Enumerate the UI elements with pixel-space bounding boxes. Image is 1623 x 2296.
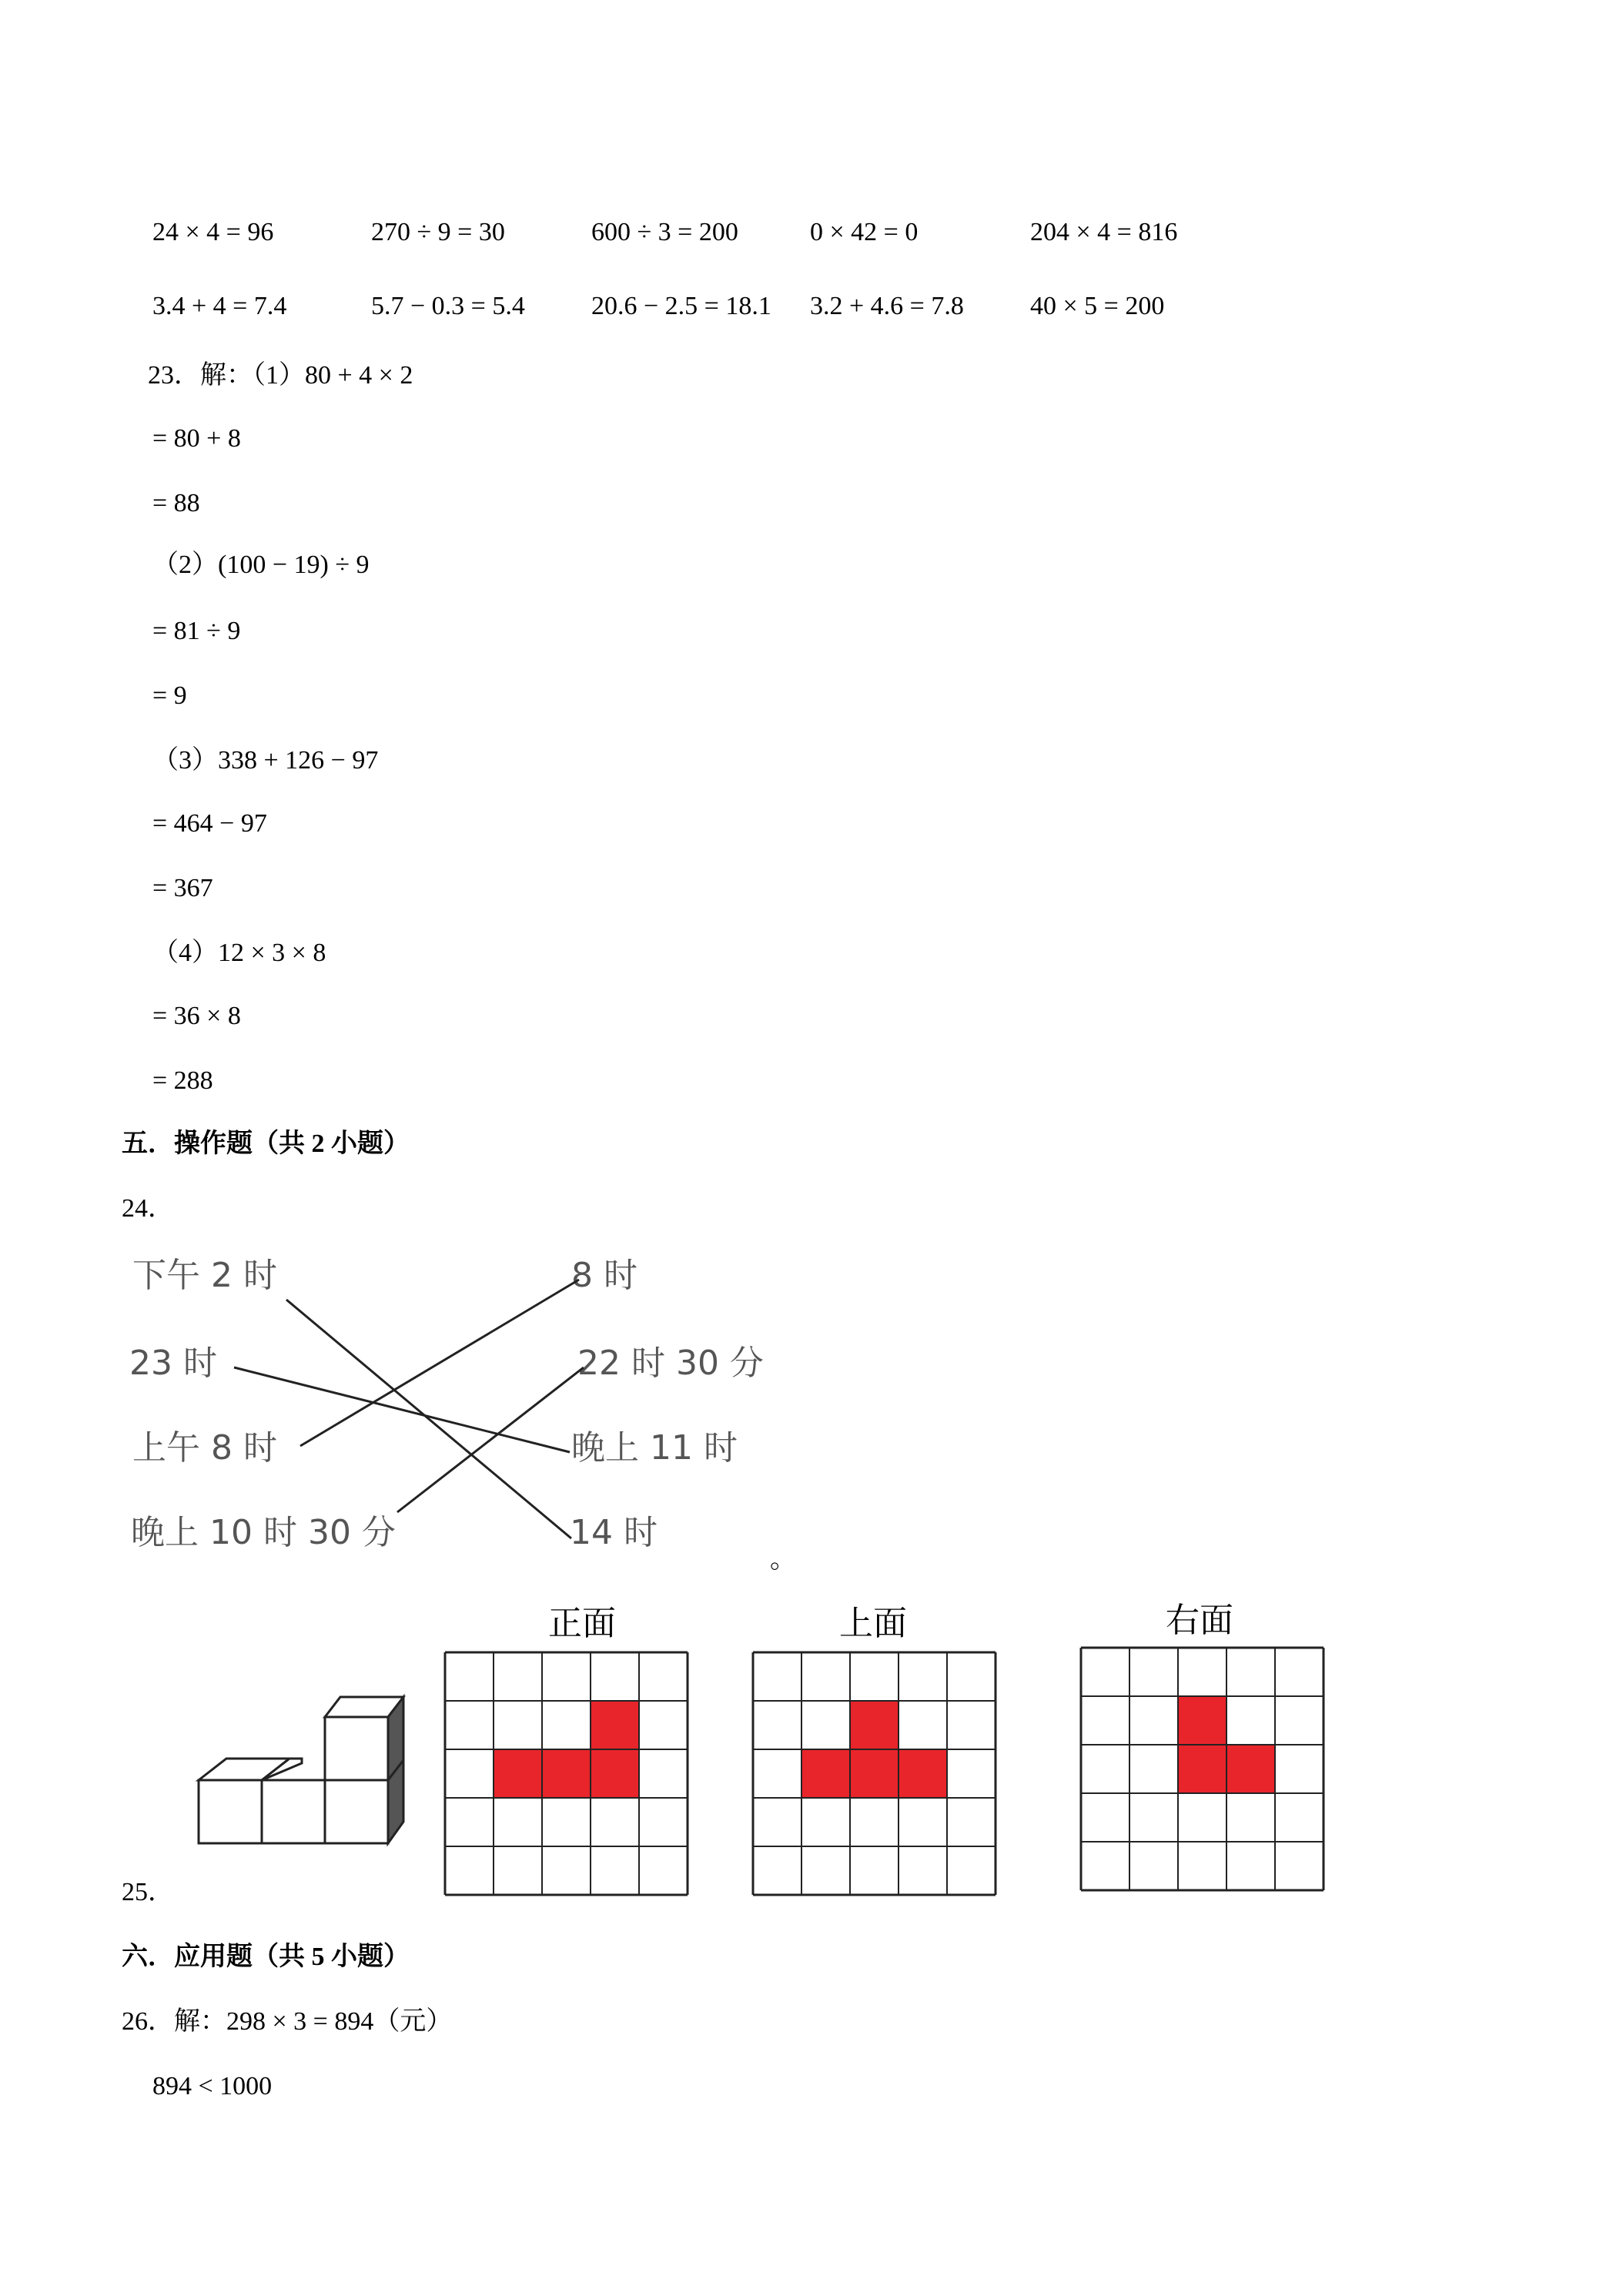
- q22-r2-c1: 3.4 + 4 = 7.4: [152, 292, 287, 320]
- q24-left-2: 23 时: [129, 1344, 217, 1383]
- view-grid-right: [1081, 1648, 1323, 1890]
- q22-r2-c2: 5.7 − 0.3 = 5.4: [371, 292, 525, 320]
- q24-dot: 。: [770, 1545, 796, 1574]
- q22-r1-c2: 270 ÷ 9 = 30: [371, 218, 505, 246]
- q23-line: = 9: [152, 681, 187, 710]
- q22-r2-c5: 40 × 5 = 200: [1030, 292, 1165, 320]
- q22-r2-c4: 3.2 + 4.6 = 7.8: [810, 292, 964, 320]
- q23-line: （4）12 × 3 × 8: [152, 939, 326, 967]
- view-label-top: 上面: [839, 1604, 907, 1643]
- view-label-right: 右面: [1166, 1601, 1233, 1640]
- q23-line: = 367: [152, 874, 213, 902]
- filled-cell: [1178, 1696, 1226, 1745]
- filled-cell: [850, 1749, 899, 1798]
- view-label-front: 正面: [548, 1604, 616, 1643]
- q24-left-1: 下午 2 时: [132, 1256, 277, 1295]
- q22-r2-c3: 20.6 − 2.5 = 18.1: [591, 292, 771, 320]
- q23-line: = 81 ÷ 9: [152, 617, 241, 645]
- q22-r1-c4: 0 × 42 = 0: [810, 218, 919, 246]
- filled-cell: [801, 1749, 850, 1798]
- q26-line-1: 26．解：298 × 3 = 894（元）: [122, 2007, 453, 2036]
- q24-right-4: 14 时: [570, 1513, 658, 1552]
- q25-number: 25．: [122, 1878, 174, 1906]
- filled-cell: [850, 1701, 899, 1749]
- q24-left-4: 晚上 10 时 30 分: [131, 1513, 396, 1552]
- q23-line: （3）338 + 126 − 97: [152, 746, 379, 775]
- filled-cell: [591, 1749, 639, 1798]
- filled-cell: [899, 1749, 947, 1798]
- view-grid-front: [445, 1652, 688, 1895]
- q26-line-2: 894 < 1000: [152, 2072, 273, 2100]
- q24-right-1: 8 时: [571, 1256, 637, 1295]
- q23-line: = 80 + 8: [152, 424, 241, 453]
- q24-right-2: 22 时 30 分: [577, 1344, 764, 1383]
- view-grid-top: [753, 1652, 996, 1895]
- filled-cell: [542, 1749, 591, 1798]
- q23-line: 23．解：（1）80 + 4 × 2: [148, 361, 413, 390]
- q22-r1-c3: 600 ÷ 3 = 200: [591, 218, 738, 246]
- q22-r1-c5: 204 × 4 = 816: [1030, 218, 1178, 246]
- q23-line: = 88: [152, 489, 200, 517]
- filled-cell: [1226, 1745, 1275, 1793]
- q24-number: 24．: [122, 1194, 174, 1223]
- filled-cell: [1178, 1745, 1226, 1793]
- filled-cell: [591, 1701, 639, 1749]
- q23-line: = 464 − 97: [152, 809, 267, 838]
- q23-line: = 288: [152, 1066, 213, 1095]
- q23-line: = 36 × 8: [152, 1002, 241, 1030]
- section-six-title: 六．应用题（共 5 小题）: [122, 1943, 410, 1971]
- q24-left-3: 上午 8 时: [132, 1428, 277, 1468]
- section-five-title: 五．操作题（共 2 小题）: [122, 1130, 410, 1158]
- q24-right-3: 晚上 11 时: [571, 1428, 738, 1468]
- filled-cell: [494, 1749, 542, 1798]
- q22-r1-c1: 24 × 4 = 96: [152, 218, 274, 246]
- q23-line: （2）(100 − 19) ÷ 9: [152, 551, 370, 579]
